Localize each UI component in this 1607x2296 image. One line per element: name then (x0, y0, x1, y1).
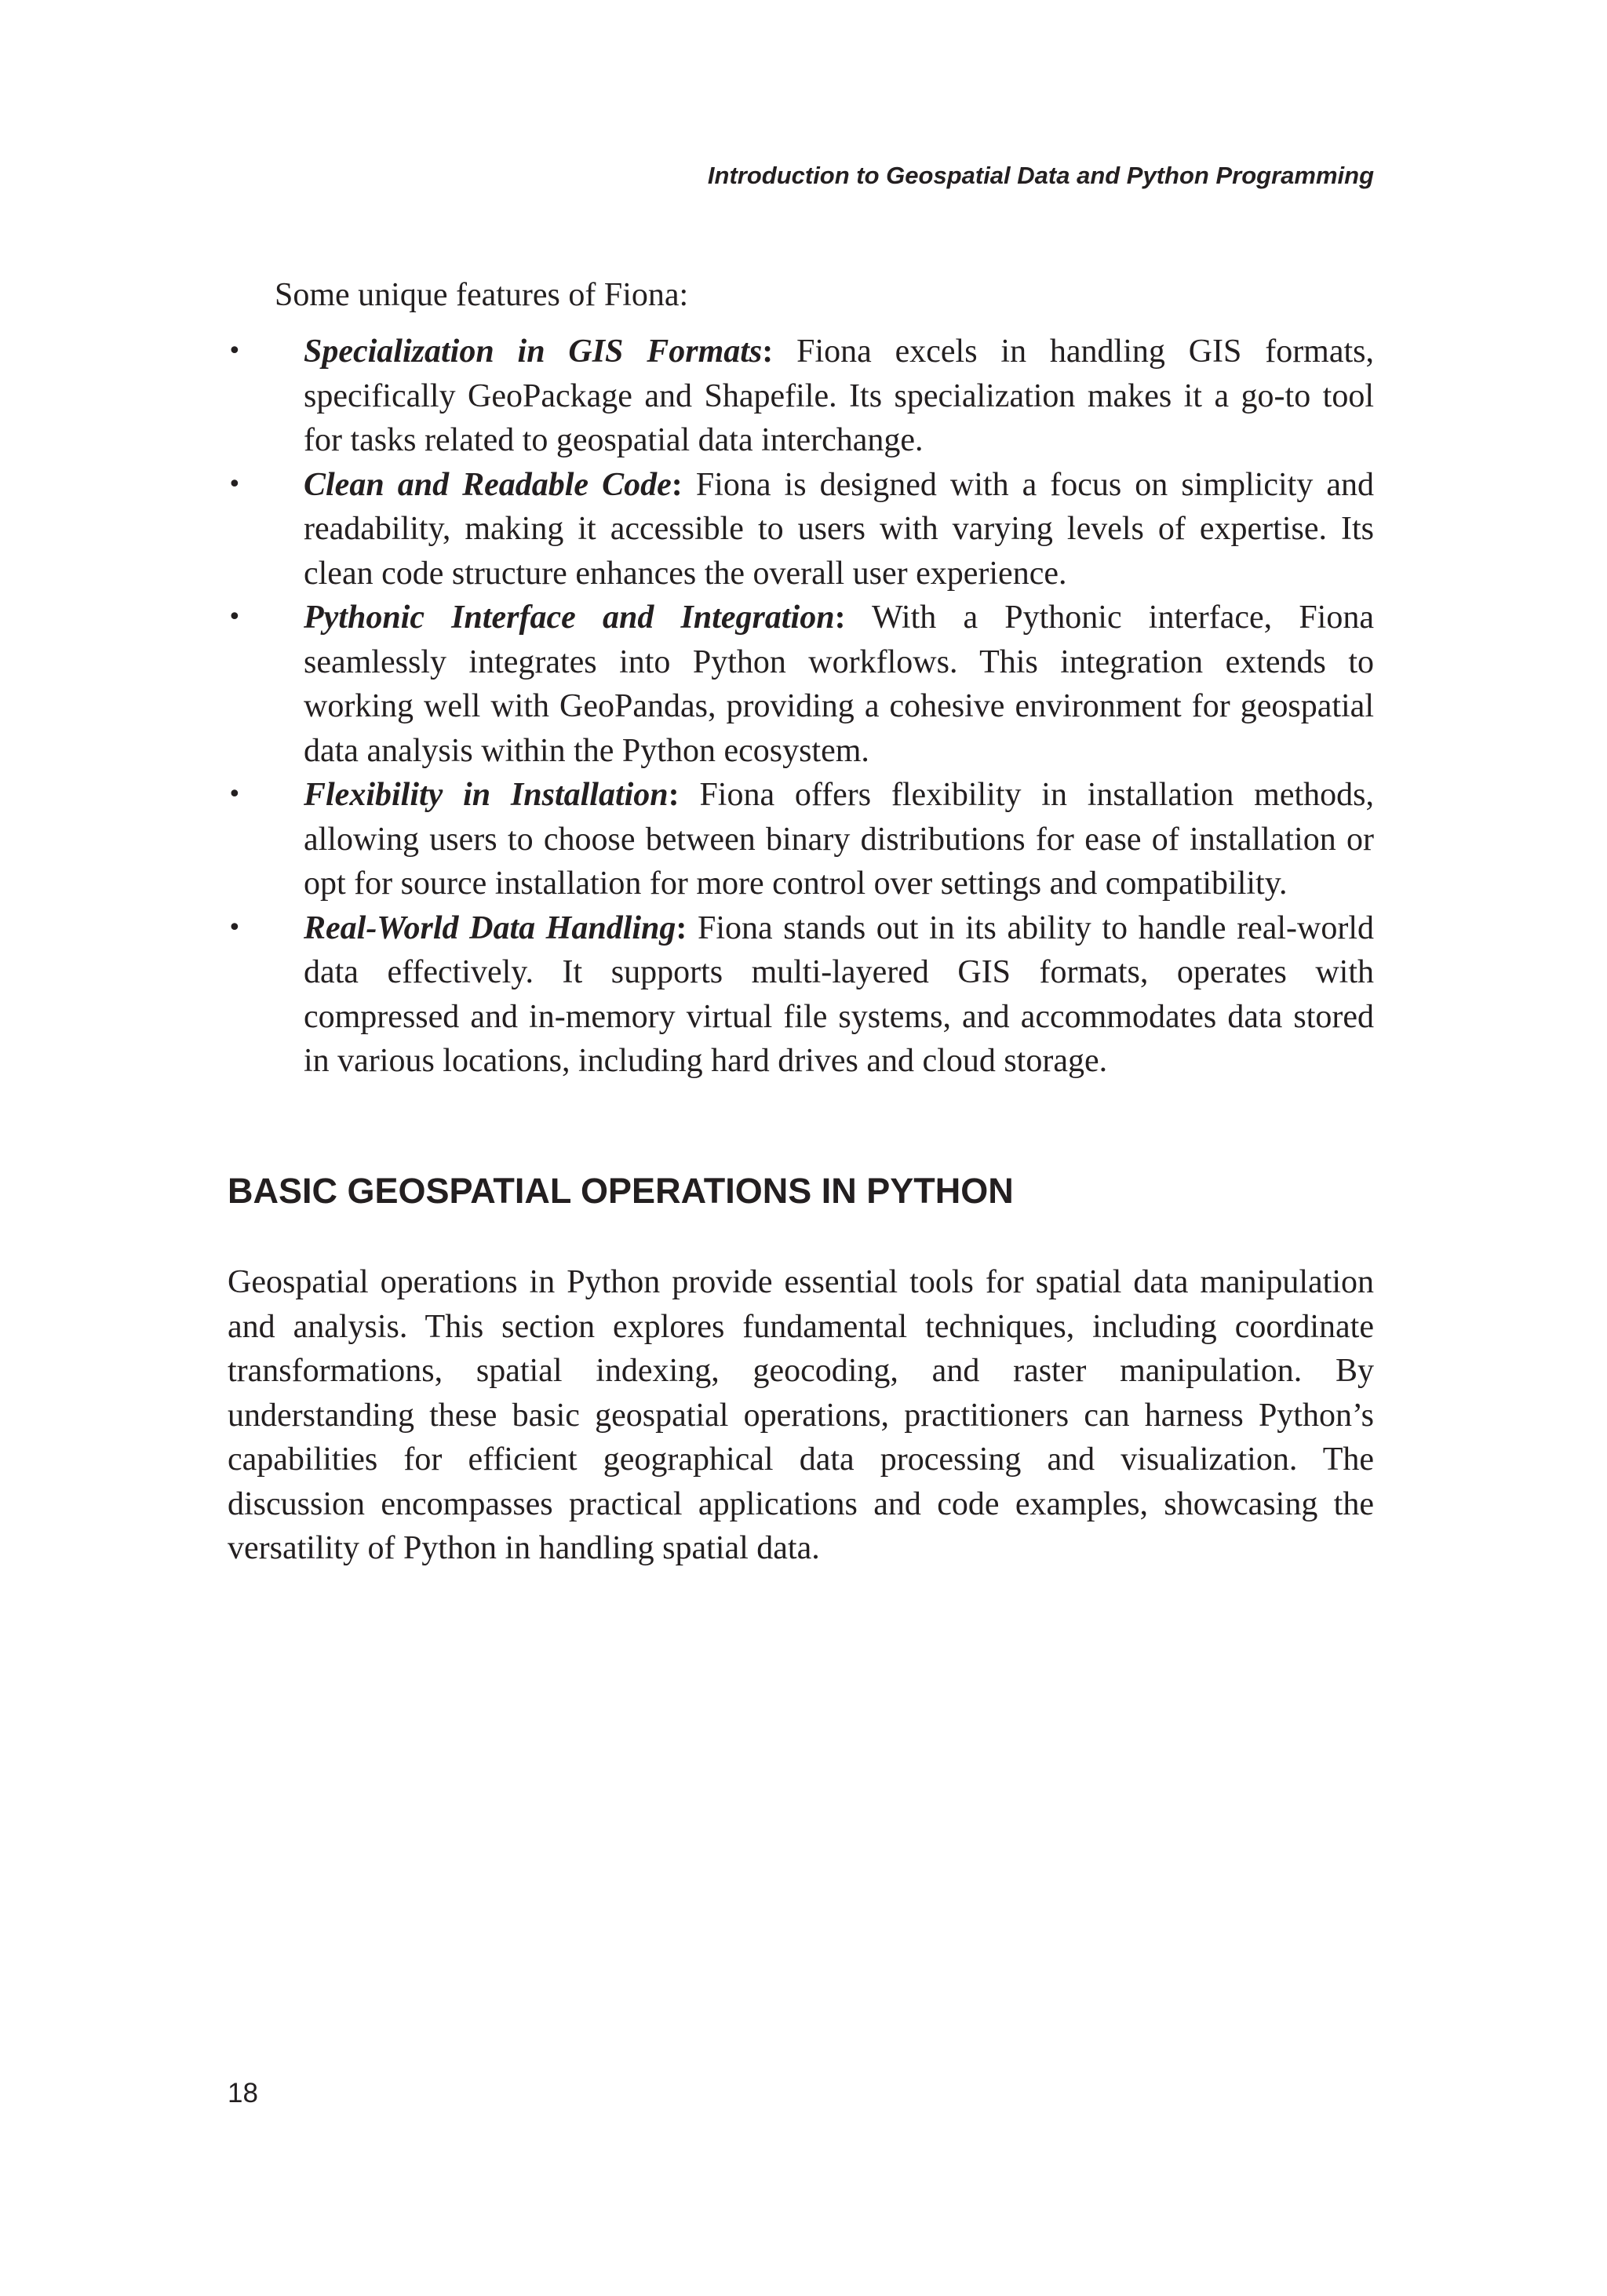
page-number: 18 (228, 2078, 258, 2108)
features-intro: Some unique features of Fiona: (275, 277, 689, 313)
feature-item-real-world-data (228, 906, 1374, 1084)
bullet-icon: • (228, 913, 242, 942)
feature-text: Fiona excels in handling GIS formats, specifically GeoPackage and Shapefile. Its specialization makes it a go-to tool for tasks related to geospatial data interchange. (304, 333, 1375, 458)
feature-item-pythonic-interface (228, 596, 1374, 773)
feature-list (228, 330, 1374, 1084)
feature-title: Real-World Data Handling (304, 909, 676, 946)
feature-title: Pythonic Interface and Integration (304, 600, 835, 636)
bullet-icon: • (228, 781, 242, 808)
feature-colon: : (676, 909, 687, 946)
feature-text: Fiona offers flexibility in installation methods, allowing users to choose between binary distributions for ease of installation or opt for source installation for more control over settings and compatibility. (304, 777, 1374, 902)
bullet-icon: • (228, 470, 242, 498)
bullet-icon: • (228, 337, 242, 365)
feature-colon: : (834, 600, 846, 636)
feature-text: Fiona is designed with a focus on simplicity and readability, making it accessible to users with varying levels of expertise. Its clean code structure enhances the overall user experience. (304, 466, 1375, 592)
running-header: Introduction to Geospatial Data and Python Programming (707, 162, 1374, 189)
feature-title: Flexibility in Installation (304, 777, 669, 813)
section-heading: BASIC GEOSPATIAL OPERATIONS IN PYTHON (228, 1171, 1014, 1211)
bullet-icon: • (228, 603, 242, 631)
feature-text: Fiona stands out in its ability to handle real-world data effectively. It supports multi-layered GIS formats, operates with compressed and in-memory virtual file systems, and accommodates data stored in various locations, including hard drives and cloud storage. (304, 909, 1374, 1079)
feature-colon: : (762, 333, 774, 370)
feature-item-clean-code (228, 463, 1374, 596)
feature-title: Specialization in GIS Formats (304, 333, 763, 370)
feature-item-gis-formats (228, 330, 1374, 463)
section-paragraph: Geospatial operations in Python provide essential tools for spatial data manipulation and analysis. This section explores fundamental techniques, including coordinate transformations, spatial indexing, geocoding, and raster manipulation. By understanding these basic geospatial operations, practitioners can harness Python’s capabilities for efficient geographical data processing and visualization. The discussion encompasses practical applications and code examples, showcasing the versatility of Python in handling spatial data. (228, 1264, 1374, 1566)
feature-text: With a Pythonic interface, Fiona seamlessly integrates into Python workflows. This integration extends to working well with GeoPandas, providing a cohesive environment for geospatial data analysis within the Python ecosystem. (304, 600, 1374, 769)
feature-title: Clean and Readable Code (304, 466, 672, 503)
feature-colon: : (668, 777, 680, 813)
feature-item-installation-flexibility (228, 773, 1374, 906)
feature-colon: : (671, 466, 683, 503)
